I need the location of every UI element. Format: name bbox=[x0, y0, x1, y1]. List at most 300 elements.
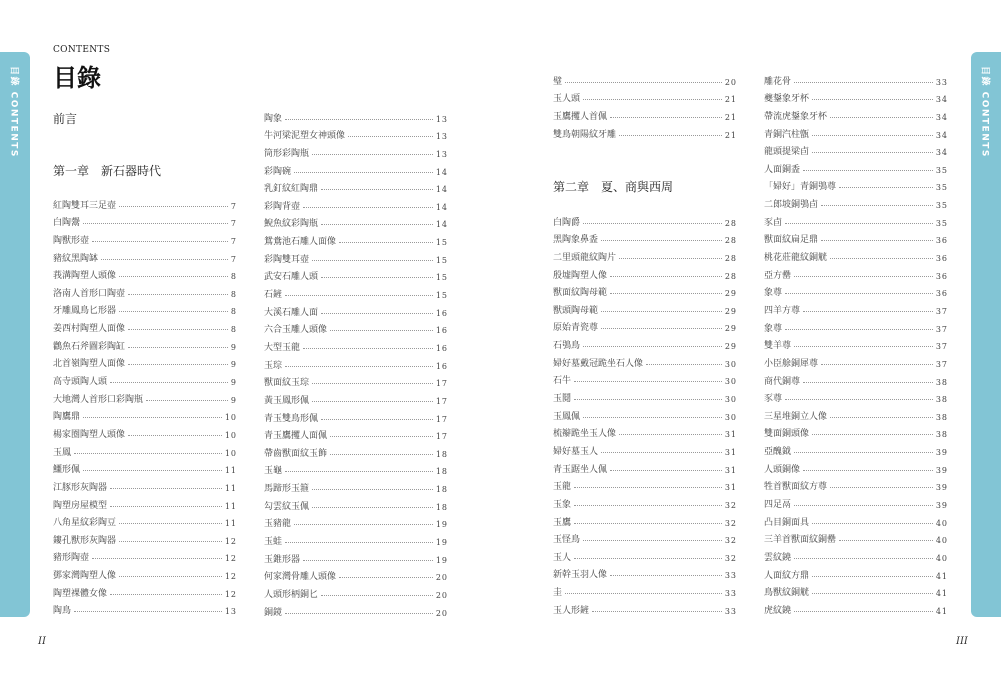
toc-entry-page: 17 bbox=[435, 379, 448, 389]
toc-entry[interactable] bbox=[764, 387, 948, 405]
toc-entry-title: 玉鬩 bbox=[553, 394, 572, 405]
toc-entry[interactable] bbox=[53, 599, 237, 617]
toc-entry[interactable] bbox=[764, 475, 948, 493]
dot-leader bbox=[565, 593, 722, 594]
toc-entry[interactable] bbox=[553, 404, 737, 422]
dot-leader bbox=[803, 311, 933, 312]
dot-leader bbox=[821, 205, 933, 206]
dot-leader bbox=[812, 99, 933, 100]
toc-entry-page: 39 bbox=[935, 448, 948, 458]
toc-entry-title: 黑陶象鼻盉 bbox=[553, 235, 599, 246]
toc-entry-page: 12 bbox=[224, 572, 237, 582]
toc-column-1 bbox=[53, 193, 237, 616]
toc-entry-title: 姜西村陶塑人面像 bbox=[53, 324, 126, 335]
dot-leader bbox=[321, 277, 433, 278]
toc-entry-title: 陶象 bbox=[264, 113, 283, 124]
toc-entry-title: 陶鷹鼎 bbox=[53, 412, 81, 423]
toc-entry[interactable] bbox=[764, 281, 948, 299]
toc-entry-page: 29 bbox=[724, 324, 737, 334]
toc-entry[interactable] bbox=[553, 439, 737, 457]
toc-entry-page: 32 bbox=[724, 553, 737, 563]
dot-leader bbox=[794, 611, 933, 612]
toc-entry[interactable] bbox=[553, 298, 737, 316]
toc-entry[interactable] bbox=[764, 87, 948, 105]
toc-entry-title: 雙面銅頭像 bbox=[764, 429, 810, 440]
toc-entry[interactable] bbox=[264, 141, 448, 159]
toc-entry[interactable] bbox=[53, 405, 237, 423]
toc-entry-page: 36 bbox=[935, 271, 948, 281]
toc-entry[interactable] bbox=[764, 439, 948, 457]
toc-entry[interactable] bbox=[764, 210, 948, 228]
dot-leader bbox=[812, 593, 933, 594]
toc-entry[interactable] bbox=[53, 246, 237, 264]
toc-entry-page: 40 bbox=[935, 553, 948, 563]
toc-entry-page: 10 bbox=[224, 413, 237, 423]
toc-entry-page: 30 bbox=[724, 377, 737, 387]
toc-entry[interactable] bbox=[764, 510, 948, 528]
dot-leader bbox=[839, 187, 933, 188]
toc-entry-page: 13 bbox=[224, 607, 237, 617]
toc-entry-page: 33 bbox=[724, 606, 737, 616]
toc-entry[interactable] bbox=[53, 193, 237, 211]
dot-leader bbox=[839, 540, 933, 541]
dot-leader bbox=[794, 346, 933, 347]
toc-entry[interactable] bbox=[264, 529, 448, 547]
toc-entry[interactable] bbox=[764, 245, 948, 263]
toc-entry-title: 玉怪鳥 bbox=[553, 535, 581, 546]
toc-entry[interactable] bbox=[764, 192, 948, 210]
dot-leader bbox=[110, 488, 222, 489]
chapter1-heading[interactable]: 第一章 新石器時代 bbox=[53, 164, 162, 178]
toc-entry-page: 16 bbox=[435, 361, 448, 371]
dot-leader bbox=[74, 453, 222, 454]
toc-entry[interactable] bbox=[764, 492, 948, 510]
toc-entry-title: 人面紋方鼎 bbox=[764, 570, 810, 581]
toc-entry-title: 彩陶背壺 bbox=[264, 201, 301, 212]
toc-entry-title: 鄧家灣陶塑人像 bbox=[53, 571, 117, 582]
toc-entry-page: 9 bbox=[230, 342, 237, 352]
toc-entry[interactable] bbox=[764, 69, 948, 87]
toc-entry[interactable] bbox=[264, 229, 448, 247]
toc-entry[interactable] bbox=[264, 459, 448, 477]
toc-entry-page: 36 bbox=[935, 254, 948, 264]
dot-leader bbox=[794, 558, 933, 559]
toc-entry[interactable] bbox=[553, 263, 737, 281]
toc-entry[interactable] bbox=[53, 511, 237, 529]
toc-entry-page: 12 bbox=[224, 589, 237, 599]
dot-leader bbox=[583, 99, 722, 100]
dot-leader bbox=[646, 364, 722, 365]
toc-entry-title: 玉象 bbox=[553, 499, 572, 510]
toc-entry-page: 37 bbox=[935, 342, 948, 352]
toc-entry-page: 38 bbox=[935, 377, 948, 387]
toc-entry-page: 40 bbox=[935, 518, 948, 528]
dot-leader bbox=[119, 576, 222, 577]
toc-entry-title: 殷墟陶塑人像 bbox=[553, 270, 608, 281]
toc-entry-page: 19 bbox=[435, 538, 448, 548]
toc-entry[interactable] bbox=[553, 422, 737, 440]
toc-entry-page: 37 bbox=[935, 359, 948, 369]
toc-entry-page: 14 bbox=[435, 202, 448, 212]
dot-leader bbox=[321, 595, 433, 596]
toc-entry[interactable] bbox=[264, 124, 448, 142]
toc-entry[interactable] bbox=[264, 159, 448, 177]
dot-leader bbox=[330, 330, 433, 331]
dot-leader bbox=[601, 311, 722, 312]
toc-entry[interactable] bbox=[264, 600, 448, 618]
toc-entry[interactable] bbox=[264, 424, 448, 442]
toc-entry-page: 29 bbox=[724, 306, 737, 316]
toc-entry[interactable] bbox=[764, 545, 948, 563]
toc-entry[interactable] bbox=[764, 228, 948, 246]
dot-leader bbox=[110, 506, 222, 507]
toc-entry[interactable] bbox=[553, 333, 737, 351]
dot-leader bbox=[128, 347, 228, 348]
toc-entry[interactable] bbox=[53, 475, 237, 493]
toc-entry[interactable] bbox=[764, 351, 948, 369]
toc-entry[interactable] bbox=[53, 211, 237, 229]
toc-entry-page: 13 bbox=[435, 114, 448, 124]
toc-entry-page: 7 bbox=[230, 219, 237, 229]
toc-entry[interactable] bbox=[264, 565, 448, 583]
toc-entry-page: 11 bbox=[224, 466, 237, 476]
toc-entry-page: 30 bbox=[724, 359, 737, 369]
toc-entry-title: 玉鷹 bbox=[553, 517, 572, 528]
toc-entry[interactable] bbox=[53, 440, 237, 458]
toc-entry[interactable] bbox=[553, 598, 737, 616]
dot-leader bbox=[830, 487, 933, 488]
chapter2-heading[interactable]: 第二章 夏、商與西周 bbox=[553, 180, 674, 194]
toc-entry[interactable] bbox=[264, 247, 448, 265]
toc-entry[interactable] bbox=[764, 122, 948, 140]
toc-entry-title: 玉錐形器 bbox=[264, 554, 301, 565]
toc-entry-title: 乳釘紋紅陶鼎 bbox=[264, 184, 319, 195]
toc-entry[interactable] bbox=[264, 177, 448, 195]
dot-leader bbox=[574, 523, 722, 524]
dot-leader bbox=[803, 470, 933, 471]
toc-entry[interactable] bbox=[264, 512, 448, 530]
toc-entry-title: 豕尊 bbox=[764, 394, 783, 405]
toc-entry-page: 15 bbox=[435, 273, 448, 283]
toc-entry-title: 四足鬲 bbox=[764, 500, 792, 511]
dot-leader bbox=[830, 258, 933, 259]
toc-entry-page: 20 bbox=[724, 77, 737, 87]
toc-entry[interactable] bbox=[764, 157, 948, 175]
toc-entry-page: 9 bbox=[230, 360, 237, 370]
toc-entry[interactable] bbox=[53, 334, 237, 352]
toc-entry[interactable] bbox=[553, 510, 737, 528]
toc-entry[interactable] bbox=[264, 106, 448, 124]
toc-entry[interactable] bbox=[53, 546, 237, 564]
dot-leader bbox=[321, 419, 433, 420]
dot-leader bbox=[330, 436, 433, 437]
dot-leader bbox=[601, 328, 722, 329]
dot-leader bbox=[119, 206, 228, 207]
toc-entry[interactable] bbox=[553, 228, 737, 246]
toc-entry[interactable] bbox=[553, 457, 737, 475]
toc-entry[interactable] bbox=[264, 388, 448, 406]
toc-entry[interactable] bbox=[53, 352, 237, 370]
toc-entry[interactable] bbox=[553, 351, 737, 369]
toc-entry-page: 19 bbox=[435, 555, 448, 565]
toc-entry[interactable] bbox=[53, 316, 237, 334]
toc-entry[interactable] bbox=[264, 335, 448, 353]
dot-leader bbox=[785, 399, 933, 400]
toc-entry[interactable] bbox=[553, 122, 737, 140]
dot-leader bbox=[92, 241, 228, 242]
dot-leader bbox=[583, 417, 722, 418]
toc-entry-page: 18 bbox=[435, 502, 448, 512]
toc-entry-page: 8 bbox=[230, 325, 237, 335]
toc-entry[interactable] bbox=[553, 104, 737, 122]
toc-entry-page: 13 bbox=[435, 132, 448, 142]
toc-entry[interactable] bbox=[553, 369, 737, 387]
toc-entry-page: 31 bbox=[724, 447, 737, 457]
toc-entry-title: 玉人頭 bbox=[553, 94, 581, 105]
page-number-right: III bbox=[956, 636, 968, 647]
toc-entry[interactable] bbox=[264, 282, 448, 300]
dot-leader bbox=[83, 223, 228, 224]
toc-entry-page: 12 bbox=[224, 554, 237, 564]
toc-entry[interactable] bbox=[553, 563, 737, 581]
toc-entry-title: 石鴞鳥 bbox=[553, 341, 581, 352]
toc-entry[interactable] bbox=[264, 406, 448, 424]
toc-entry-title: 北首嶺陶塑人面像 bbox=[53, 359, 126, 370]
toc-entry-page: 20 bbox=[435, 573, 448, 583]
dot-leader bbox=[128, 294, 228, 295]
toc-entry[interactable] bbox=[764, 175, 948, 193]
toc-entry[interactable] bbox=[764, 104, 948, 122]
toc-entry-title: 虎紋鐃 bbox=[764, 605, 792, 616]
toc-entry-page: 18 bbox=[435, 467, 448, 477]
toc-entry[interactable] bbox=[264, 300, 448, 318]
toc-entry-title: 鸛魚石斧圖彩陶缸 bbox=[53, 341, 126, 352]
toc-entry-title: 石牛 bbox=[553, 376, 572, 387]
toc-entry-page: 32 bbox=[724, 500, 737, 510]
toc-entry-page: 10 bbox=[224, 448, 237, 458]
toc-entry[interactable] bbox=[264, 582, 448, 600]
toc-entry[interactable] bbox=[764, 598, 948, 616]
toc-entry-page: 36 bbox=[935, 236, 948, 246]
toc-entry-title: 石鏟 bbox=[264, 290, 283, 301]
toc-entry[interactable] bbox=[264, 194, 448, 212]
toc-entry[interactable] bbox=[553, 386, 737, 404]
toc-entry-page: 35 bbox=[935, 183, 948, 193]
toc-entry-page: 7 bbox=[230, 201, 237, 211]
toc-entry[interactable] bbox=[764, 581, 948, 599]
toc-entry[interactable] bbox=[553, 492, 737, 510]
toc-entry-title: 陶鳥 bbox=[53, 606, 72, 617]
toc-entry-page: 41 bbox=[935, 571, 948, 581]
dot-leader bbox=[821, 364, 933, 365]
dot-leader bbox=[794, 505, 933, 506]
toc-entry[interactable] bbox=[53, 581, 237, 599]
toc-entry-page: 20 bbox=[435, 608, 448, 618]
dot-leader bbox=[285, 366, 433, 367]
toc-entry-page: 11 bbox=[224, 501, 237, 511]
dot-leader bbox=[285, 119, 433, 120]
toc-entry[interactable] bbox=[764, 298, 948, 316]
toc-entry-title: 三星堆銅立人像 bbox=[764, 411, 828, 422]
dot-leader bbox=[339, 242, 433, 243]
dot-leader bbox=[339, 577, 433, 578]
toc-entry[interactable] bbox=[553, 545, 737, 563]
toc-entry-title: 人面銅盉 bbox=[764, 164, 801, 175]
toc-entry[interactable] bbox=[53, 264, 237, 282]
toc-entry[interactable] bbox=[764, 263, 948, 281]
toc-entry-title: 莪溝陶塑人頭像 bbox=[53, 271, 117, 282]
toc-entry[interactable] bbox=[53, 369, 237, 387]
toc-entry[interactable] bbox=[764, 563, 948, 581]
dot-leader bbox=[574, 558, 722, 559]
toc-entry-title: 豕卣 bbox=[764, 217, 783, 228]
toc-entry[interactable] bbox=[53, 458, 237, 476]
toc-entry-title: 獸面紋玉琮 bbox=[264, 378, 310, 389]
toc-entry[interactable] bbox=[53, 228, 237, 246]
toc-entry[interactable] bbox=[264, 212, 448, 230]
toc-entry-page: 16 bbox=[435, 326, 448, 336]
toc-entry[interactable] bbox=[53, 281, 237, 299]
toc-entry-page: 32 bbox=[724, 518, 737, 528]
toc-entry[interactable] bbox=[553, 281, 737, 299]
dot-leader bbox=[285, 542, 433, 543]
toc-entry-page: 8 bbox=[230, 307, 237, 317]
toc-entry[interactable] bbox=[53, 563, 237, 581]
dot-leader bbox=[794, 276, 933, 277]
toc-entry[interactable] bbox=[53, 422, 237, 440]
dot-leader bbox=[583, 223, 722, 224]
toc-entry-page: 9 bbox=[230, 395, 237, 405]
dot-leader bbox=[303, 560, 433, 561]
toc-entry-page: 21 bbox=[724, 95, 737, 105]
dot-leader bbox=[119, 276, 228, 277]
dot-leader bbox=[794, 82, 933, 83]
dot-leader bbox=[601, 452, 722, 453]
toc-entry[interactable] bbox=[553, 87, 737, 105]
dot-leader bbox=[321, 189, 433, 190]
dot-leader bbox=[119, 523, 222, 524]
toc-entry[interactable] bbox=[764, 316, 948, 334]
dot-leader bbox=[285, 613, 433, 614]
toc-entry-title: 青玉踞坐人佩 bbox=[553, 464, 608, 475]
side-tab-label: 目錄 CONTENTS bbox=[8, 66, 19, 158]
toc-entry[interactable] bbox=[764, 422, 948, 440]
dot-leader bbox=[574, 487, 722, 488]
preface-heading[interactable]: 前言 bbox=[53, 112, 78, 126]
toc-entry[interactable] bbox=[764, 457, 948, 475]
dot-leader bbox=[83, 417, 222, 418]
dot-leader bbox=[119, 311, 228, 312]
toc-entry[interactable] bbox=[553, 69, 737, 87]
toc-entry-title: 白陶爵 bbox=[553, 217, 581, 228]
toc-entry[interactable] bbox=[264, 476, 448, 494]
toc-entry[interactable] bbox=[764, 404, 948, 422]
toc-entry-title: 豬紋黑陶缽 bbox=[53, 253, 99, 264]
toc-entry[interactable] bbox=[764, 369, 948, 387]
toc-entry-title: 牛河梁泥塑女神頭像 bbox=[264, 131, 346, 142]
toc-entry[interactable] bbox=[264, 547, 448, 565]
toc-entry-title: 玉豬龍 bbox=[264, 519, 292, 530]
toc-entry[interactable] bbox=[264, 494, 448, 512]
toc-entry[interactable] bbox=[264, 441, 448, 459]
toc-entry-page: 28 bbox=[724, 218, 737, 228]
toc-entry[interactable] bbox=[264, 318, 448, 336]
toc-entry[interactable] bbox=[553, 316, 737, 334]
toc-entry-page: 17 bbox=[435, 414, 448, 424]
toc-entry-title: 璧 bbox=[553, 76, 563, 87]
toc-entry-page: 38 bbox=[935, 412, 948, 422]
toc-entry-page: 35 bbox=[935, 165, 948, 175]
toc-entry-page: 17 bbox=[435, 396, 448, 406]
dot-leader bbox=[303, 348, 433, 349]
toc-entry[interactable] bbox=[264, 371, 448, 389]
dot-leader bbox=[110, 594, 222, 595]
toc-entry-page: 36 bbox=[935, 289, 948, 299]
dot-leader bbox=[803, 170, 933, 171]
toc-entry-page: 33 bbox=[724, 589, 737, 599]
toc-entry-title: 玉鷹攫人首佩 bbox=[553, 111, 608, 122]
toc-entry-page: 15 bbox=[435, 238, 448, 248]
toc-entry[interactable] bbox=[553, 528, 737, 546]
dot-leader bbox=[785, 329, 933, 330]
dot-leader bbox=[128, 329, 228, 330]
dot-leader bbox=[565, 82, 722, 83]
toc-entry-title: 陶獸形壺 bbox=[53, 235, 90, 246]
toc-entry-title: 龍頭提梁卣 bbox=[764, 147, 810, 158]
toc-entry-page: 20 bbox=[435, 590, 448, 600]
toc-entry-title: 象尊 bbox=[764, 288, 783, 299]
toc-entry-title: 牲首獸面紋方尊 bbox=[764, 482, 828, 493]
toc-entry-title: 江豚形灰陶器 bbox=[53, 482, 108, 493]
toc-entry[interactable] bbox=[553, 245, 737, 263]
toc-entry[interactable] bbox=[53, 493, 237, 511]
toc-entry-page: 11 bbox=[224, 483, 237, 493]
page-number-left: II bbox=[38, 636, 46, 647]
toc-entry[interactable] bbox=[764, 334, 948, 352]
toc-entry-title: 桃花莊龍紋銅觥 bbox=[764, 253, 828, 264]
toc-entry[interactable] bbox=[264, 265, 448, 283]
toc-entry-title: 亞醜鉞 bbox=[764, 447, 792, 458]
toc-entry-page: 13 bbox=[435, 149, 448, 159]
dot-leader bbox=[583, 540, 722, 541]
dot-leader bbox=[610, 117, 722, 118]
toc-entry-title: 黃玉鳳形佩 bbox=[264, 395, 310, 406]
toc-entry[interactable] bbox=[553, 580, 737, 598]
toc-entry[interactable] bbox=[764, 528, 948, 546]
toc-column-3 bbox=[553, 210, 737, 616]
toc-entry-page: 21 bbox=[724, 112, 737, 122]
toc-entry[interactable] bbox=[264, 353, 448, 371]
toc-entry-title: 新幹玉羽人像 bbox=[553, 570, 608, 581]
dot-leader bbox=[830, 417, 933, 418]
toc-entry[interactable] bbox=[553, 475, 737, 493]
toc-entry-title: 大溪石雕人面 bbox=[264, 307, 319, 318]
toc-entry-title: 三羊首獸面紋銅罍 bbox=[764, 535, 837, 546]
toc-entry-page: 8 bbox=[230, 272, 237, 282]
dot-leader bbox=[285, 295, 433, 296]
toc-entry[interactable] bbox=[553, 210, 737, 228]
toc-entry-page: 29 bbox=[724, 342, 737, 352]
dot-leader bbox=[821, 240, 933, 241]
toc-entry[interactable] bbox=[53, 387, 237, 405]
dot-leader bbox=[312, 507, 433, 508]
toc-entry-title: 陶塑裸體女像 bbox=[53, 588, 108, 599]
toc-entry[interactable] bbox=[53, 528, 237, 546]
toc-entry[interactable] bbox=[53, 299, 237, 317]
toc-entry[interactable] bbox=[764, 140, 948, 158]
toc-entry-title: 紅陶雙耳三足壺 bbox=[53, 200, 117, 211]
toc-entry-page: 31 bbox=[724, 465, 737, 475]
